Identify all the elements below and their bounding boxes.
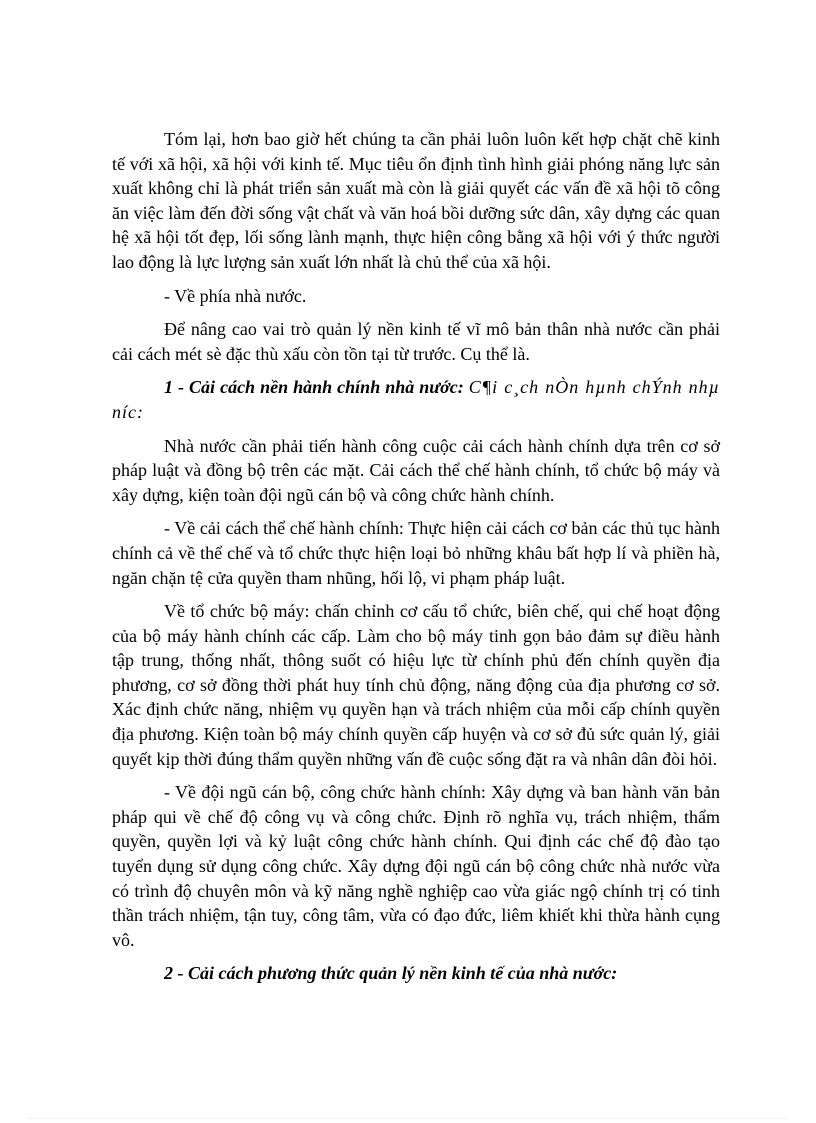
paragraph-conclusion: Tóm lại, hơn bao giờ hết chúng ta cần phải luôn luôn kết hợp chặt chẽ kinh tế với xã hội, xã hội với kinh tế. Mục tiêu ổn định tình hình giải phóng năng lực sản xuất không chỉ là phát triển sản xuất mà còn là giải quyết các vấn đề xã hội tõ công ăn việc làm đến đời sống vật chất và văn hoá bồi dưỡng sức dân, xây dựng các quan hệ xã hội tốt đẹp, lối sống lành mạnh, thực hiện công bằng xã hội với ý thức người lao động là lực lượng sản xuất lớn nhất là chủ thể của xã hội. — [112, 129, 720, 272]
document-body — [112, 127, 720, 995]
section-heading-1-garbled-text: C¶i c¸ch nÒn hµnh chÝnh nhµ níc: — [112, 377, 721, 422]
paragraph-institutional-reform: - Về cải cách thể chế hành chính: Thực hiện cải cách cơ bản các thủ tục hành chính cả về thể chế và tổ chức thực hiện loại bỏ những khâu bất hợp lí và phiền hà, ngăn chặn tệ cửa quyền tham nhũng, hối lộ, vi phạm pháp luật. — [112, 518, 720, 588]
page-bottom-divider — [28, 1118, 788, 1119]
section-heading-1-label: 1 - Cải cách nền hành chính nhà nước: — [164, 377, 464, 398]
paragraph-civil-servants: - Về đội ngũ cán bộ, công chức hành chính: Xây dựng và ban hành văn bản pháp qui về chế độ công vụ và công chức. Định rõ nghĩa vụ, trách nhiệm, thẩm quyền, quyền lợi và kỷ luật công chức hành chính. Qui định các chế độ đào tạo tuyển dụng sử dụng công chức. Xây dựng đội ngũ cán bộ công chức nhà nước vừa có trình độ chuyên môn và kỹ năng nghề nghiệp cao vừa giác ngộ chính trị có tinh thần trách nhiệm, tận tuy, công tâm, vừa có đạo đức, liêm khiết khi thừa hành cụng vô. — [112, 782, 720, 950]
section-heading-1 — [112, 375, 720, 424]
section-heading-2: 2 - Cải cách phương thức quản lý nền kinh tế của nhà nước: — [164, 963, 618, 984]
paragraph-organization: Về tổ chức bộ máy: chấn chỉnh cơ cấu tổ chức, biên chế, qui chế hoạt động của bộ máy hành chính các cấp. Làm cho bộ máy tinh gọn bảo đảm sự điều hành tập trung, thống nhất, thông suốt có hiệu lực từ chính phủ đến chính quyền địa phương, cơ sở đồng thời phát huy tính chủ động, năng động của địa phương cơ sở. Xác định chức năng, nhiệm vụ quyền hạn và trách nhiệm của mỗi cấp chính quyền địa phương. Kiện toàn bộ máy chính quyền cấp huyện và cơ sở đủ sức quản lý, giải quyết kịp thời đúng thẩm quyền những vấn đề cuộc sống đặt ra và nhân dân đòi hỏi. — [112, 601, 720, 769]
paragraph-admin-reform: Nhà nước cần phải tiến hành công cuộc cải cách hành chính dựa trên cơ sở pháp luật và đồng bộ trên các mặt. Cải cách thể chế hành chính, tổ chức bộ máy và xây dựng, kiện toàn đội ngũ cán bộ và công chức hành chính. — [112, 435, 720, 505]
paragraph-state-side: - Về phía nhà nước. — [164, 285, 307, 306]
paragraph-role-of-state: Để nâng cao vai trò quản lý nền kinh tế vĩ mô bản thân nhà nước cần phải cải cách mét sè đặc thù xấu còn tồn tại từ trước. Cụ thể là. — [112, 319, 720, 364]
